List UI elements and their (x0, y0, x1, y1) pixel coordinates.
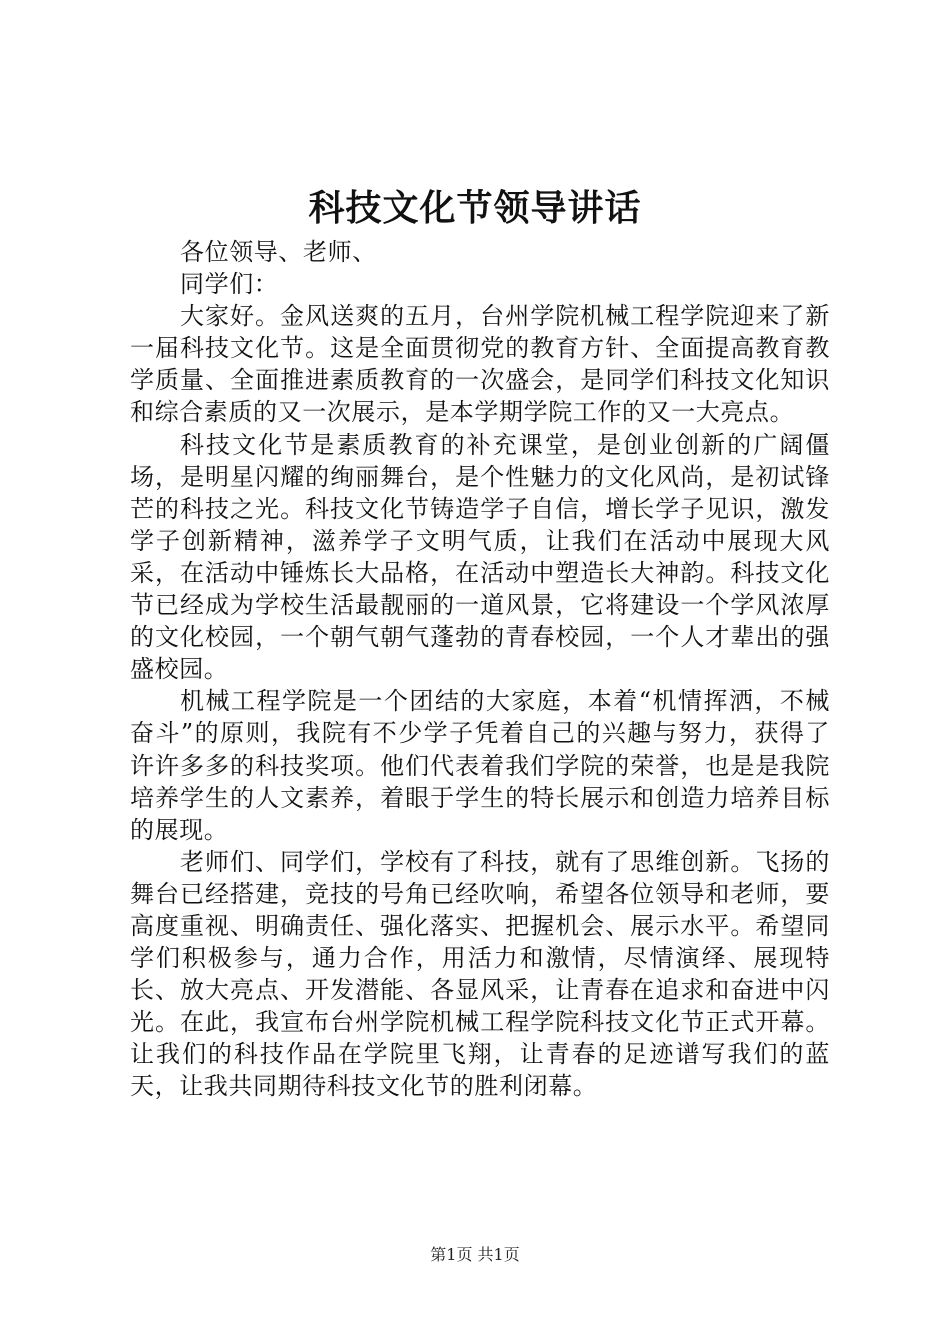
page-footer: 第1页 共1页 (430, 1245, 520, 1264)
page-title: 科技文化节领导讲话 (308, 187, 642, 229)
paragraph-2: 科技文化节是素质教育的补充课堂，是创业创新的广阔僵场，是明星闪耀的绚丽舞台，是个性魅力的文化风尚，是初试锋芒的科技之光。科技文化节铸造学子自信，增长学子见识，激发学子创新精神，滋养学子文明气质，让我们在活动中展现大风采，在活动中锤炼长大品格，在活动中塑造长大神韵。科技文化节已经成为学校生活最靓丽的一道风景，它将建设一个学风浓厚的文化校园，一个朝气朝气蓬勃的青春校园，一个人才辈出的强盛校园。 (130, 430, 830, 684)
paragraph-4: 老师们、同学们，学校有了科技，就有了思维创新。飞扬的舞台已经搭建，竞技的号角已经吹响，希望各位领导和老师，要高度重视、明确责任、强化落实、把握机会、展示水平。希望同学们积极参与，通力合作，用活力和激情，尽情演绎、展现特长、放大亮点、开发潜能、各显风采，让青春在追求和奋进中闪光。在此，我宣布台州学院机械工程学院科技文化节正式开幕。让我们的科技作品在学院里飞翔，让青春的足迹谱写我们的蓝天，让我共同期待科技文化节的胜利闭幕。 (130, 847, 830, 1101)
salutation-line-2: 同学们： (180, 270, 279, 299)
salutation-line-1: 各位领导、老师、 (180, 238, 377, 266)
paragraph-1: 大家好。金风送爽的五月，台州学院机械工程学院迎来了新一届科技文化节。这是全面贯彻党的教育方针、全面提高教育教学质量、全面推进素质教育的一次盛会，是同学们科技文化知识和综合素质的又一次展示，是本学期学院工作的又一大亮点。 (130, 302, 830, 427)
speech-body (130, 236, 830, 1103)
paragraph-3: 机械工程学院是一个团结的大家庭，本着“机情挥洒，不械奋斗”的原则，我院有不少学子凭着自己的兴趣与努力，获得了许许多多的科技奖项。他们代表着我们学院的荣誉，也是是我院培养学生的人文素养，着眼于学生的特长展示和创造力培养目标的展现。 (130, 687, 830, 844)
